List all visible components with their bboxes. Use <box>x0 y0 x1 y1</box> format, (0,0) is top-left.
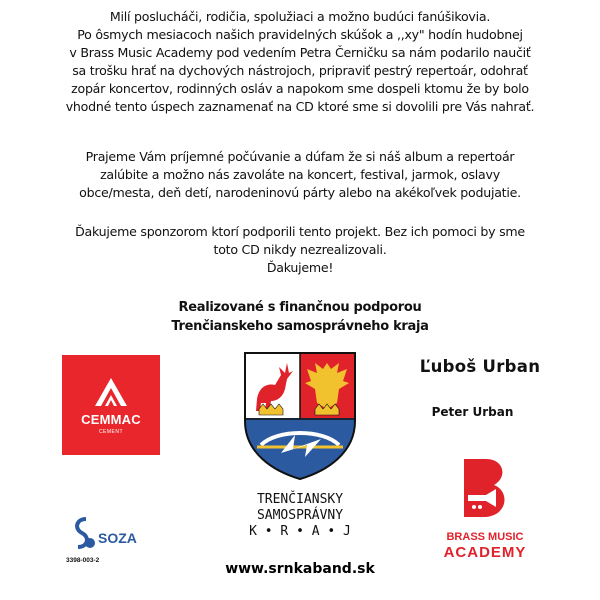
wishes-paragraph <box>0 148 600 202</box>
text-line: zalúbite a možno nás zavoláte na koncert, festival, jarmok, oslavy <box>100 167 500 182</box>
soza-name: SOZA <box>98 530 137 546</box>
region-crest-icon <box>241 349 359 481</box>
text-line: v Brass Music Academy pod vedením Petra Černičku sa nám podarilo naučiť <box>69 45 531 60</box>
brass-music-academy-logo <box>446 455 514 535</box>
region-line: K • R • A • J <box>249 524 351 539</box>
bma-line2: ACADEMY <box>443 544 527 561</box>
cemmac-logo <box>62 355 160 455</box>
sponsor-lubos-urban: Ľuboš Urban <box>419 357 541 376</box>
cemmac-mark-icon <box>91 376 131 408</box>
text-line: Milí poslucháči, rodičia, spolužiaci a možno budúci fanúšikovia. <box>109 9 491 24</box>
text-line: vhodné tento úspech zaznamenať na CD ktoré sme si dovolili pre Vás nahrať. <box>65 99 535 114</box>
text-line: zopár koncertov, rodinných osláv a napokom sme dospeli ktomu že by bolo <box>71 81 529 96</box>
cemmac-subtitle: CEMENT <box>98 429 124 435</box>
text-line: obce/mesta, deň detí, narodeninovú párty alebo na akékoľvek podujatie. <box>79 185 521 200</box>
soza-logo <box>72 515 142 555</box>
text-line: Prajeme Vám príjemné počúvanie a dúfam že si náš album a repertoár <box>85 149 515 164</box>
region-name <box>210 492 390 540</box>
thanks-paragraph <box>0 223 600 277</box>
sponsor-peter-urban: Peter Urban <box>431 405 514 419</box>
text-line: toto CD nikdy nezrealizovali. <box>213 242 387 257</box>
region-line: SAMOSPRÁVNY <box>256 508 344 523</box>
text-line: Ďakujeme sponzorom ktorí podporili tento projekt. Bez ich pomoci by sme <box>75 224 525 239</box>
region-line: TRENČIANSKY <box>256 492 344 507</box>
support-heading <box>0 298 600 336</box>
bma-line1: BRASS MUSIC <box>446 531 524 543</box>
text-line: Po ôsmych mesiacoch našich pravidelných skúšok a ,,xy" hodín hudobnej <box>77 27 523 42</box>
intro-paragraph <box>0 8 600 116</box>
cemmac-name: CEMMAC <box>81 412 141 427</box>
website-url[interactable]: www.srnkaband.sk <box>225 561 375 577</box>
text-line: Ďakujeme! <box>266 260 334 275</box>
text-line: sa trošku hrať na dychových nástrojoch, pripraviť pestrý repertoár, odohrať <box>72 63 528 78</box>
soza-code: 3398-003-2 <box>66 557 100 564</box>
support-line: Realizované s finančnou podporou <box>178 300 422 315</box>
support-line: Trenčianskeho samosprávneho kraja <box>171 319 429 334</box>
